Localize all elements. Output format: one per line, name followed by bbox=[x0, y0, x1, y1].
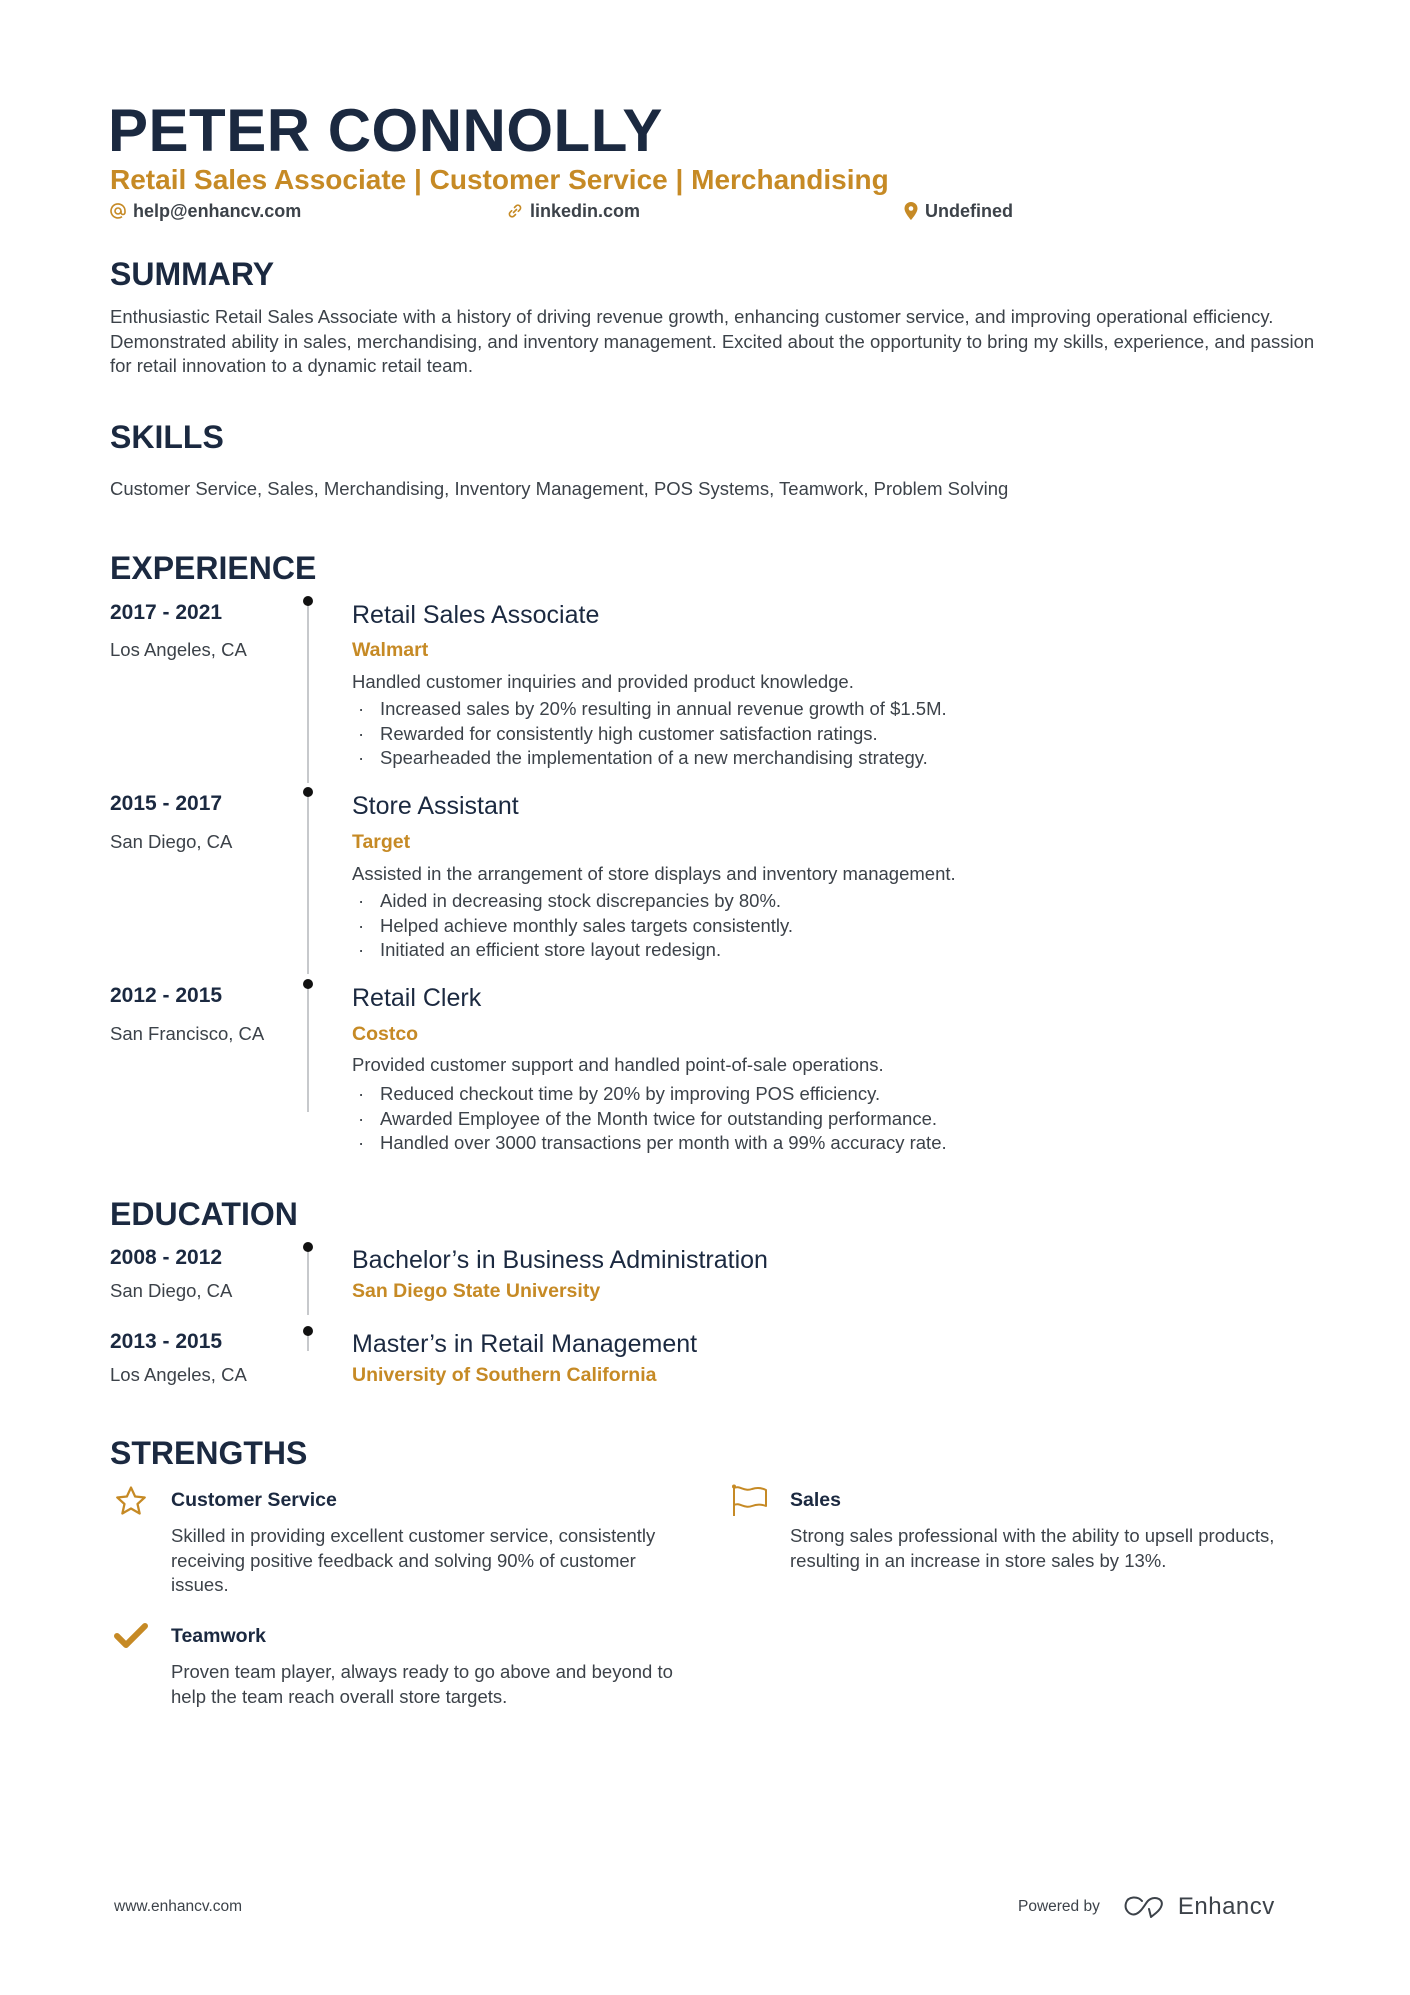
experience-location: Los Angeles, CA bbox=[110, 639, 247, 660]
strength-title: Customer Service bbox=[171, 1489, 337, 1511]
bullet-item: · Spearheaded the implementation of a new merchandising strategy. bbox=[352, 746, 947, 771]
timeline-dot bbox=[303, 1242, 313, 1252]
experience-dates: 2012 - 2015 bbox=[110, 984, 223, 1007]
contact-email[interactable] bbox=[110, 200, 301, 222]
bullet-item: · Handled over 3000 transactions per month with a 99% accuracy rate. bbox=[352, 1131, 947, 1156]
strength-title: Teamwork bbox=[171, 1625, 267, 1647]
linkedin-text: linkedin.com bbox=[530, 201, 641, 221]
timeline-dot bbox=[303, 1326, 313, 1336]
timeline-line bbox=[307, 984, 309, 1112]
footer-branding[interactable] bbox=[1018, 1893, 1275, 1921]
contact-linkedin[interactable] bbox=[507, 200, 640, 222]
brand-name: Enhancv bbox=[1177, 1893, 1275, 1920]
experience-dates: 2015 - 2017 bbox=[110, 792, 223, 815]
bullet-item: · Initiated an efficient store layout redesign. bbox=[352, 938, 793, 963]
bullet-item: · Helped achieve monthly sales targets consistently. bbox=[352, 914, 793, 939]
skills-heading: SKILLS bbox=[110, 419, 224, 455]
summary-text: Enthusiastic Retail Sales Associate with a history of driving revenue growth, enhancing customer service, and improving operational efficiency. Demonstrated ability in sales, merchandising, and inventory management. Excited about the opportunity to bring my skills, experience, and passion for retail innovation to a dynamic retail team. bbox=[110, 306, 1315, 376]
experience-description: Assisted in the arrangement of store displays and inventory management. bbox=[352, 863, 956, 884]
experience-company: Costco bbox=[352, 1023, 419, 1045]
experience-location: San Diego, CA bbox=[110, 831, 233, 852]
experience-description: Handled customer inquiries and provided product knowledge. bbox=[352, 671, 854, 692]
timeline-line bbox=[307, 1247, 309, 1315]
education-degree: Bachelor’s in Business Administration bbox=[352, 1246, 768, 1274]
education-dates: 2013 - 2015 bbox=[110, 1330, 223, 1353]
timeline-dot bbox=[303, 979, 313, 989]
map-pin-icon bbox=[904, 202, 918, 220]
experience-company: Walmart bbox=[352, 639, 429, 661]
experience-bullets bbox=[352, 1082, 947, 1156]
experience-dates: 2017 - 2021 bbox=[110, 601, 223, 624]
bullet-item: · Reduced checkout time by 20% by improving POS efficiency. bbox=[352, 1082, 947, 1107]
checkmark-icon bbox=[114, 1622, 148, 1650]
education-school: University of Southern California bbox=[352, 1364, 657, 1386]
experience-role: Store Assistant bbox=[352, 792, 519, 820]
strength-title: Sales bbox=[790, 1489, 841, 1511]
bullet-item: · Aided in decreasing stock discrepancies by 80%. bbox=[352, 889, 793, 914]
timeline-dot bbox=[303, 596, 313, 606]
education-location: San Diego, CA bbox=[110, 1280, 233, 1301]
experience-bullets bbox=[352, 697, 947, 771]
bullet-item: · Increased sales by 20% resulting in annual revenue growth of $1.5M. bbox=[352, 697, 947, 722]
powered-by-label: Powered by bbox=[1018, 1898, 1100, 1915]
flag-icon bbox=[730, 1483, 770, 1517]
location-text: Undefined bbox=[925, 201, 1013, 221]
experience-heading: EXPERIENCE bbox=[110, 550, 317, 586]
timeline-line bbox=[307, 792, 309, 974]
candidate-name: PETER CONNOLLY bbox=[108, 97, 663, 164]
experience-company: Target bbox=[352, 831, 411, 853]
skills-text: Customer Service, Sales, Merchandising, Inventory Management, POS Systems, Teamwork, Problem Solving bbox=[110, 478, 1009, 499]
education-school: San Diego State University bbox=[352, 1280, 601, 1302]
footer-website-link[interactable]: www.enhancv.com bbox=[114, 1898, 243, 1915]
timeline-line bbox=[307, 601, 309, 783]
experience-role: Retail Clerk bbox=[352, 984, 482, 1012]
experience-location: San Francisco, CA bbox=[110, 1023, 265, 1044]
bullet-item: · Rewarded for consistently high customer satisfaction ratings. bbox=[352, 722, 947, 747]
star-icon bbox=[114, 1484, 148, 1518]
education-location: Los Angeles, CA bbox=[110, 1364, 247, 1385]
timeline-dot bbox=[303, 787, 313, 797]
strength-description: Proven team player, always ready to go above and beyond to help the team reach overall store targets. bbox=[171, 1661, 673, 1707]
summary-heading: SUMMARY bbox=[110, 256, 275, 292]
email-text: help@enhancv.com bbox=[133, 201, 302, 221]
experience-description: Provided customer support and handled point-of-sale operations. bbox=[352, 1054, 884, 1075]
strength-description: Strong sales professional with the ability to upsell products, resulting in an increase in store sales by 13%. bbox=[790, 1525, 1275, 1571]
link-icon bbox=[507, 203, 523, 219]
strengths-heading: STRENGTHS bbox=[110, 1435, 308, 1471]
strength-description: Skilled in providing excellent customer service, consistently receiving positive feedback and solving 90% of customer issues. bbox=[171, 1525, 656, 1595]
education-dates: 2008 - 2012 bbox=[110, 1246, 223, 1269]
at-icon bbox=[110, 203, 126, 219]
education-heading: EDUCATION bbox=[110, 1196, 298, 1232]
enhancv-logo-icon bbox=[1122, 1894, 1168, 1920]
candidate-title: Retail Sales Associate | Customer Service | Merchandising bbox=[110, 164, 889, 195]
contact-location bbox=[904, 200, 1013, 222]
education-degree: Master’s in Retail Management bbox=[352, 1330, 698, 1358]
experience-bullets bbox=[352, 889, 793, 963]
bullet-item: · Awarded Employee of the Month twice for outstanding performance. bbox=[352, 1107, 947, 1132]
experience-role: Retail Sales Associate bbox=[352, 601, 600, 629]
